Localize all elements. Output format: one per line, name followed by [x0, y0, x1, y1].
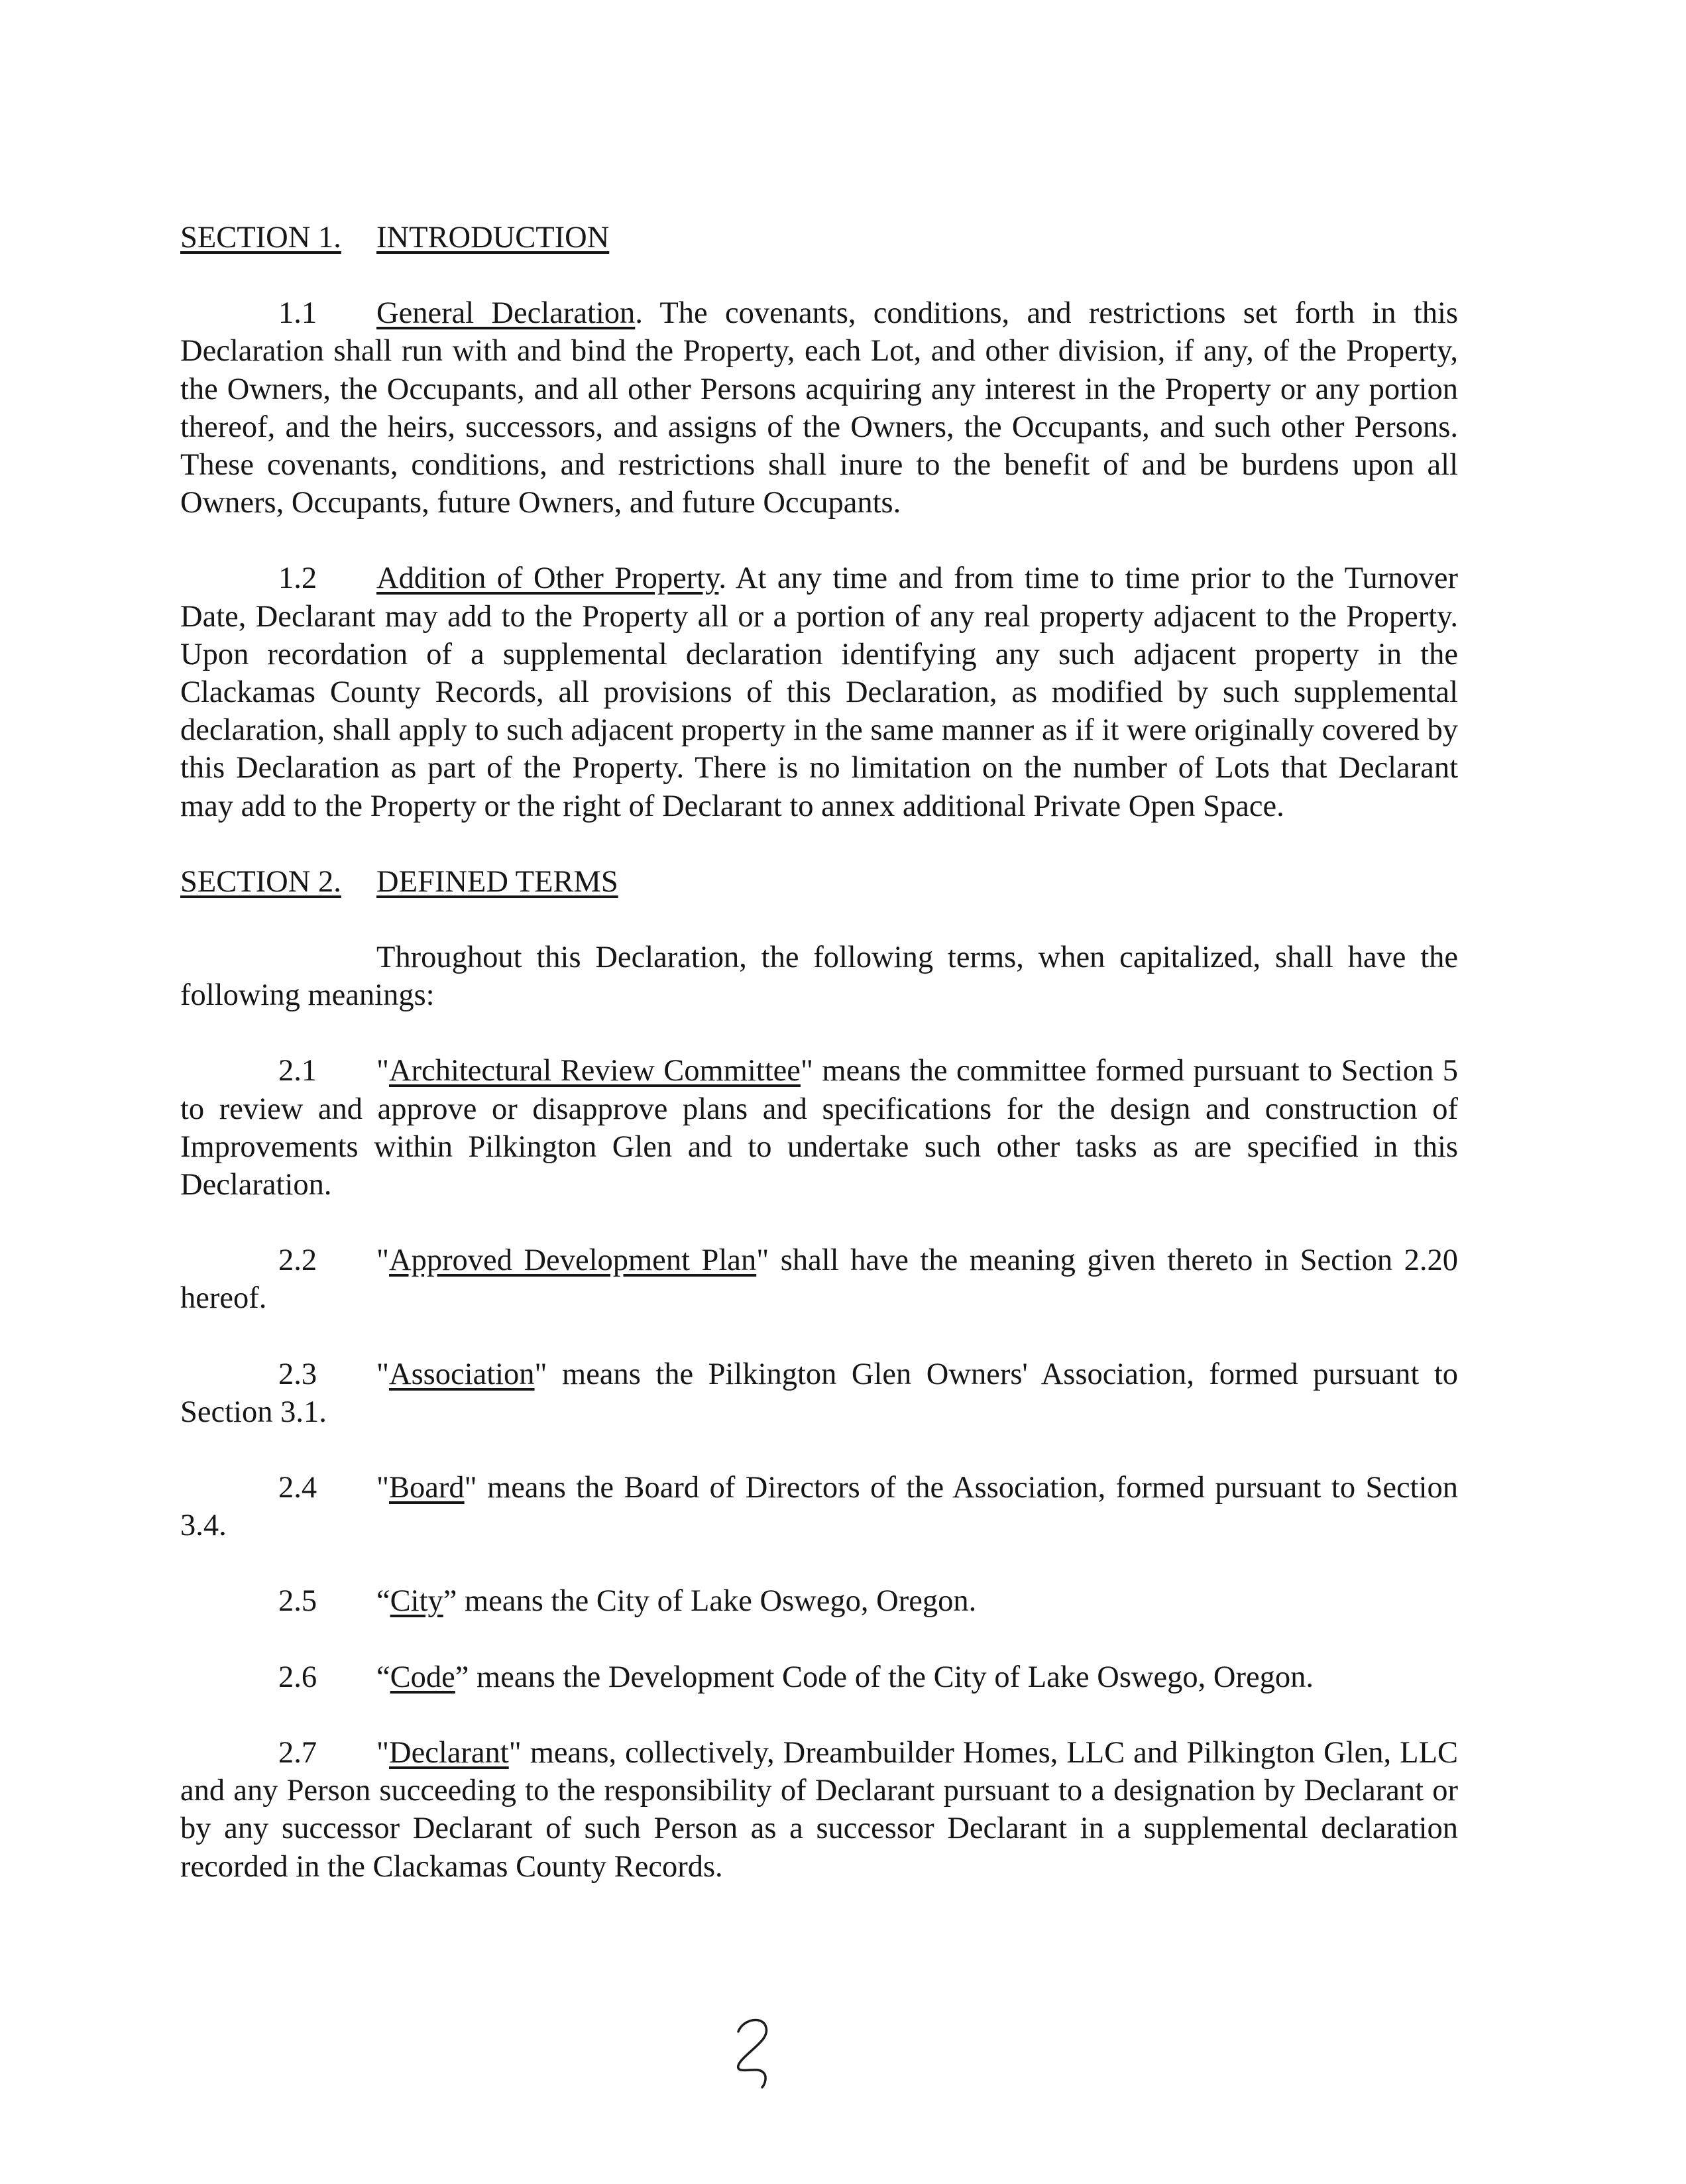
paragraph-1-1 — [180, 294, 1458, 522]
definition-term: Code — [390, 1660, 455, 1694]
quote-open: " — [376, 1471, 389, 1505]
definition-number: 2.1 — [278, 1054, 317, 1088]
definition-term: Board — [388, 1471, 465, 1505]
quote-open: " — [376, 1054, 389, 1088]
definition-number: 2.6 — [278, 1660, 317, 1694]
section-1-title: INTRODUCTION — [376, 221, 610, 255]
definition-term: Architectural Review Committee — [388, 1054, 801, 1088]
paragraph-1-2 — [180, 559, 1458, 825]
definition-number: 2.7 — [278, 1735, 317, 1770]
definition-term: Declarant — [388, 1735, 509, 1770]
handwritten-page-number — [729, 2012, 782, 2091]
paragraph-number: 1.1 — [278, 296, 317, 331]
definition-number: 2.5 — [278, 1584, 317, 1619]
definition-number: 2.2 — [278, 1243, 317, 1278]
definition-2-1 — [180, 1052, 1458, 1204]
definition-2-4 — [180, 1469, 1458, 1544]
definition-term: City — [390, 1584, 443, 1619]
definition-text: " shall have the meaning given thereto in Section 2.20 hereof. — [180, 1243, 1458, 1316]
paragraph-term: Addition of Other Property — [376, 561, 719, 596]
quote-open: “ — [376, 1660, 390, 1694]
definition-2-7 — [180, 1734, 1458, 1886]
quote-open: " — [376, 1735, 389, 1770]
paragraph-number: 1.2 — [278, 561, 317, 596]
paragraph-term: General Declaration — [376, 296, 636, 331]
document-body — [180, 219, 1458, 1886]
section-1-heading — [180, 219, 1458, 257]
definition-text: " means the Board of Directors of the Association, formed pursuant to Section 3.4. — [180, 1471, 1458, 1543]
definition-text: " means the committee formed pursuant to Section 5 to review and approve or disapprove plans and specifications for the design and construction of Improvements within Pilkington Glen and to undertake such other tasks as are specified in this Declaration. — [180, 1054, 1458, 1202]
quote-open: " — [376, 1357, 389, 1391]
definition-text: " means, collectively, Dreambuilder Homes, LLC and Pilkington Glen, LLC and any Person succeeding to the responsibility of Declarant pursuant to a designation by Declarant or by any successor Declarant of such Person as a successor Declarant in a supplemental declaration recorded in the Clackamas County Records. — [180, 1735, 1458, 1884]
definition-2-3 — [180, 1355, 1458, 1431]
handwritten-two-icon — [729, 2012, 782, 2091]
definition-term: Approved Development Plan — [388, 1243, 757, 1278]
section-2-intro: Throughout this Declaration, the following terms, when capitalized, shall have the following meanings: — [180, 941, 1458, 1013]
paragraph-text: . At any time and from time to time prior to the Turnover Date, Declarant may add to the Property all or a portion of any real property adjacent to the Property. Upon recordation of a supplemental declaration identifying any such adjacent property in the Clackamas County Records, all provisions of this Declaration, as modified by such supplemental declaration, shall apply to such adjacent property in the same manner as if it were originally covered by this Declaration as part of the Property. There is no limitation on the number of Lots that Declarant may add to the Property or the right of Declarant to annex additional Private Open Space. — [180, 561, 1458, 823]
section-2-heading — [180, 863, 1458, 901]
section-1-number: SECTION 1. — [180, 221, 341, 255]
definition-text: " means the Pilkington Glen Owners' Association, formed pursuant to Section 3.1. — [180, 1357, 1458, 1429]
section-2-number: SECTION 2. — [180, 864, 341, 899]
definition-2-6 — [180, 1658, 1458, 1696]
definition-number: 2.4 — [278, 1471, 317, 1505]
definition-2-5 — [180, 1582, 1458, 1620]
definition-text: ” means the Development Code of the City of Lake Oswego, Oregon. — [455, 1660, 1314, 1694]
definition-text: ” means the City of Lake Oswego, Oregon. — [443, 1584, 977, 1619]
definition-term: Association — [388, 1357, 535, 1391]
quote-open: “ — [376, 1584, 390, 1619]
paragraph-text: . The covenants, conditions, and restrictions set forth in this Declaration shall run with and bind the Property, each Lot, and other division, if any, of the Property, the Owners, the Occupants, and all other Persons acquiring any interest in the Property or any portion thereof, and the heirs, successors, and assigns of the Owners, the Occupants, and such other Persons. These covenants, conditions, and restrictions shall inure to the benefit of and be burdens upon all Owners, Occupants, future Owners, and future Occupants. — [180, 296, 1458, 520]
definition-number: 2.3 — [278, 1357, 317, 1391]
quote-open: " — [376, 1243, 389, 1278]
section-2-title: DEFINED TERMS — [376, 864, 618, 899]
definition-2-2 — [180, 1241, 1458, 1317]
